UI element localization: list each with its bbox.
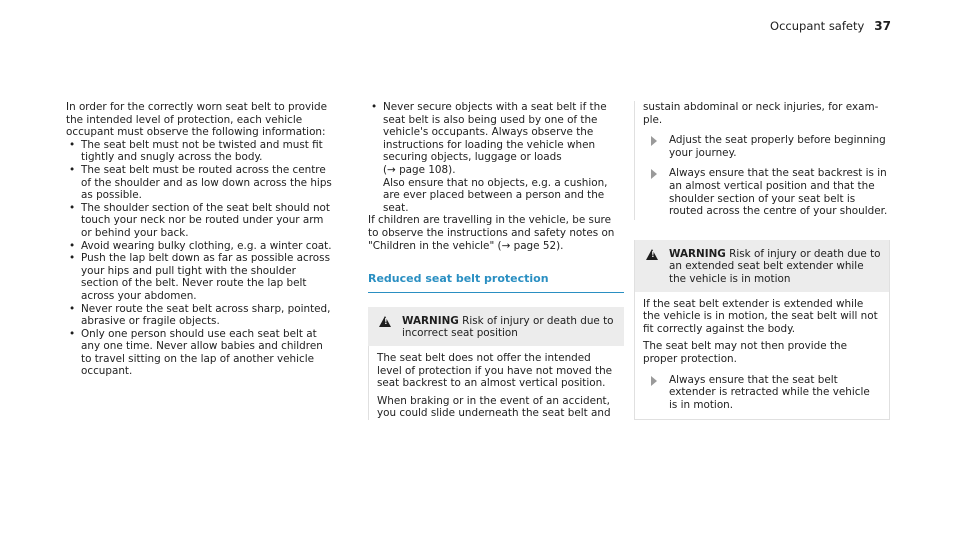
bullet-icon: •: [69, 163, 76, 176]
bullet-icon: •: [371, 101, 378, 113]
securing-objects-list: [368, 101, 624, 214]
list-item: • The shoulder section of the seat belt should not touch your neck nor be routed under your arm or behind your back.: [69, 201, 330, 239]
list-item: • Never route the seat belt across sharp, pointed, abrasive or fragile objects.: [69, 302, 331, 328]
column-1: [66, 101, 334, 378]
page-reference-link[interactable]: (→ page 108).: [383, 163, 456, 176]
section-heading: Reduced seat belt protection: [368, 273, 624, 293]
seat-belt-rules-list: [66, 139, 334, 378]
warning-title: Risk of injury or death due to an extended seat belt extender while the vehicle is in motion: [669, 247, 881, 285]
page-number: 37: [874, 19, 891, 33]
bullet-icon: •: [69, 138, 76, 151]
intro-paragraph: In order for the correctly worn seat belt to provide the intended level of protection, each vehicle occupant must observe the following information:: [66, 101, 328, 139]
list-item: • Only one person should use each seat belt at any one time. Never allow babies and children to travel sitting on the lap of another vehicle occupant.: [69, 327, 323, 378]
warning-body: If the seat belt extender is extended while the vehicle is in motion, the seat belt will not fit correctly against the body. The seat belt may not then provide the proper protection. Always ensure that the seat belt extender is retracted while the vehicle is in motion.: [635, 292, 889, 420]
children-paragraph: If children are travelling in the vehicle, be sure to observe the instructions and safety notes on "Children in the vehicle" (→ page 52).: [368, 214, 615, 252]
column-3: [634, 101, 890, 420]
exclamation-icon: !: [384, 316, 388, 326]
bullet-icon: •: [69, 239, 76, 252]
warning-title: Risk of injury or death due to incorrect seat position: [402, 314, 614, 340]
list-item: • The seat belt must not be twisted and must fit tightly and snugly across the body.: [69, 138, 323, 164]
page-header: [770, 19, 891, 33]
section-title: Occupant safety: [770, 19, 865, 33]
action-arrow-icon: [651, 376, 657, 386]
bullet-icon: •: [69, 201, 76, 214]
action-step: Always ensure that the seat backrest is in an almost vertical position and that the shoulder section of your seat belt is routed across the centre of your shoulder.: [643, 167, 890, 219]
action-step: Always ensure that the seat belt extender is retracted while the vehicle is in motion.: [643, 374, 881, 412]
warning-label: WARNING: [402, 314, 459, 327]
action-step: Adjust the seat properly before beginning your journey.: [643, 134, 890, 159]
warning-header: [368, 307, 624, 346]
exclamation-icon: !: [651, 249, 655, 259]
warning-continued: sustain abdominal or neck injuries, for example. Adjust the seat properly before beginning your journey. Always ensure that the seat backrest is in an almost vertical position and that the shoulder section of your seat belt is routed across the centre of your shoulder.: [634, 101, 890, 220]
list-item: • Push the lap belt down as far as possible across your hips and pull tight with the shoulder section of the belt. Never route the lap belt across your abdomen.: [69, 252, 330, 302]
bullet-icon: •: [69, 302, 76, 315]
column-2: [368, 101, 624, 425]
list-item: • The seat belt must be routed across the centre of the shoulder and as low down across the hips as possible.: [69, 163, 332, 202]
action-arrow-icon: [651, 136, 657, 146]
action-arrow-icon: [651, 169, 657, 179]
list-item: • Avoid wearing bulky clothing, e.g. a winter coat.: [69, 239, 332, 252]
bullet-icon: •: [69, 252, 76, 265]
warning-box-extender: [634, 240, 890, 421]
bullet-icon: •: [69, 327, 76, 340]
warning-label: WARNING: [669, 247, 726, 260]
warning-body: The seat belt does not offer the intended level of protection if you have not moved the seat backrest to an almost vertical position. When braking or in the event of an accident, you could slide underneath the seat belt and: [368, 346, 624, 420]
list-item: • Never secure objects with a seat belt if the seat belt is also being used by one of the vehicle's occupants. Always observe the instructions for loading the vehicle when securing objects, luggage or loads (→ page 108). Also ensure that no objects, e.g. a cushion, are ever placed between a person and the seat.: [371, 101, 608, 214]
warning-header: [635, 240, 889, 292]
warning-box-seat-position: [368, 307, 624, 420]
